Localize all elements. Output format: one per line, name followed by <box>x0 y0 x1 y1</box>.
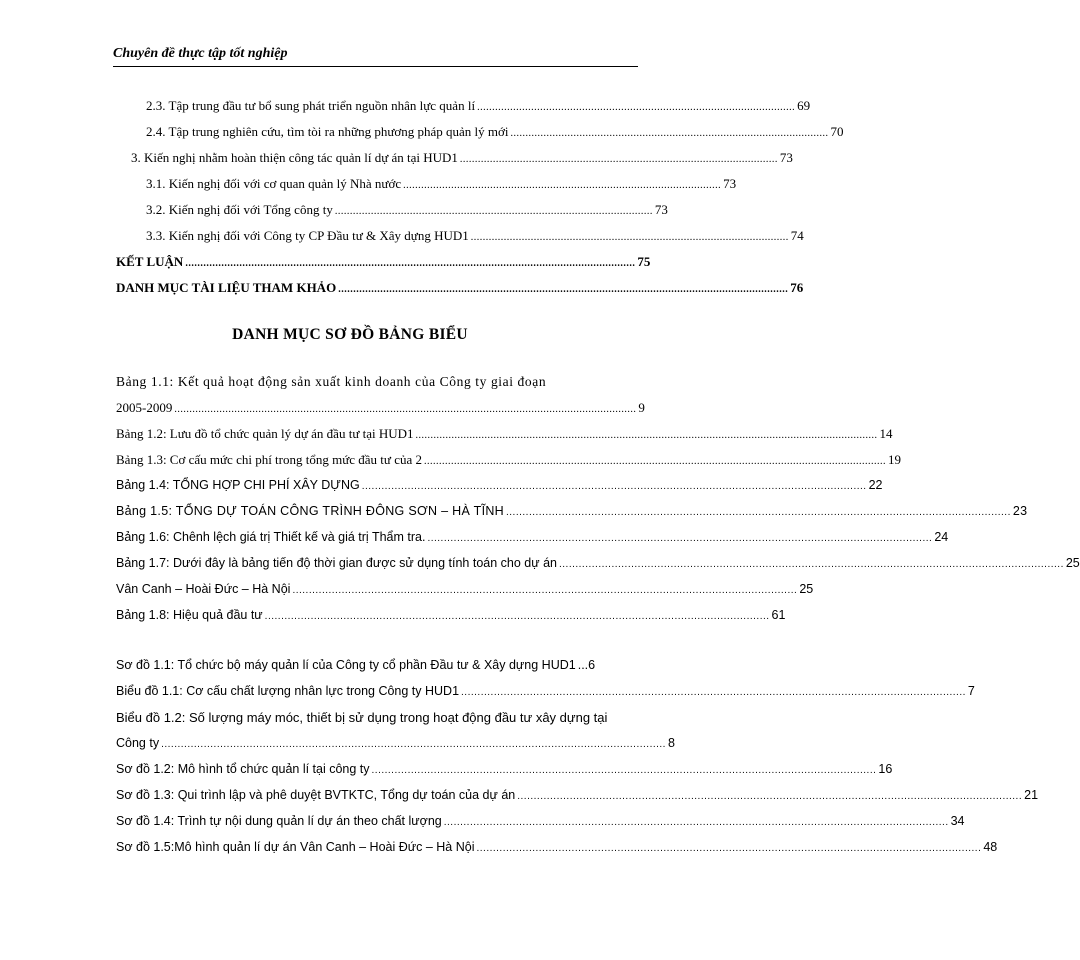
toc-entry-page: 75 <box>637 254 651 269</box>
header-rule <box>113 66 638 67</box>
diagram-entry-text: Sơ đồ 1.4: Trình tự nội dung quản lí dự án theo chất lượng <box>116 814 442 828</box>
diagram-entry-text: Biểu đồ 1.1: Cơ cấu chất lượng nhân lực trong Công ty HUD1 <box>116 684 460 698</box>
dot-leader: .......................................................................................................................................................... <box>371 765 877 776</box>
toc-entry-page: 74 <box>790 228 804 243</box>
diagram-entry-page: 21 <box>1024 788 1039 802</box>
diagram-entry[interactable] <box>116 788 1039 802</box>
toc-entry-text: 3.1. Kiến nghị đối với cơ quan quản lý Nhà nước <box>146 176 402 191</box>
table-entry-text: Bảng 1.3: Cơ cấu mức chi phí trong tổng mức đầu tư của 2 <box>116 452 423 467</box>
table-entry[interactable] <box>116 608 786 622</box>
diagram-entry-text: Sơ đồ 1.1: Tổ chức bộ máy quản lí của Công ty cổ phần Đầu tư & Xây dựng HUD1 <box>116 658 576 672</box>
diagram-entry[interactable] <box>116 684 975 698</box>
dot-leader: .......................................................................................................... <box>510 128 829 139</box>
diagram-entry-text: Sơ đồ 1.2: Mô hình tổ chức quản lí tại công ty <box>116 762 370 776</box>
table-entry-page: 25 <box>799 582 814 596</box>
dot-leader: .......................................................................................................................................................... <box>361 481 867 492</box>
table-entry-text: Bảng 1.7: Dưới đây là bảng tiến độ thời gian được sử dụng tính toán cho dự án <box>116 556 557 570</box>
toc-entry-conclusion[interactable] <box>116 254 651 270</box>
dot-leader: .......................................................................................................................................................... <box>161 739 666 750</box>
table-entry[interactable] <box>116 478 883 492</box>
dot-leader: .......................................................................................................................................................... <box>424 456 887 467</box>
table-entry[interactable] <box>116 556 1080 570</box>
diagram-entry-page: 7 <box>967 684 975 698</box>
dot-leader: .......................................................................................................... <box>334 206 653 217</box>
table-entry[interactable] <box>116 426 893 442</box>
dot-leader: .......................................................................................................................................................... <box>292 585 798 596</box>
dot-leader: .......................................................................................................................................................... <box>558 559 1064 570</box>
table-entry-text: Vân Canh – Hoài Đức – Hà Nội <box>116 582 291 596</box>
table-entry-text: Bảng 1.6: Chênh lệch giá trị Thiết kế và giá trị Thẩm tra. <box>116 530 426 544</box>
toc-entry-text: 2.4. Tập trung nghiên cứu, tìm tòi ra những phương pháp quản lý mới <box>146 124 509 139</box>
dot-leader: .......................................................................................................................................................... <box>443 817 949 828</box>
dot-leader: .......................................................................................................... <box>403 180 722 191</box>
toc-entry-page: 73 <box>779 150 793 165</box>
table-entry-text: Bảng 1.5: TỔNG DỰ TOÁN CÔNG TRÌNH ĐÔNG SƠN – HÀ TĨNH <box>116 504 504 518</box>
diagram-entry[interactable] <box>116 840 998 854</box>
dot-leader: .......................................................................................................................................................... <box>476 843 982 854</box>
dot-leader: ...................................................................................................................................................... <box>185 258 636 269</box>
toc-entry[interactable] <box>146 202 668 218</box>
toc-entry[interactable] <box>146 176 737 192</box>
dot-leader: .......................................................................................................................................................... <box>174 404 637 415</box>
toc-entry-text: KẾT LUẬN <box>116 254 184 269</box>
toc-entry-page: 76 <box>790 280 804 295</box>
table-entry[interactable] <box>116 504 1028 518</box>
diagram-entry-line1[interactable]: Biểu đồ 1.2: Số lượng máy móc, thiết bị sử dụng trong hoạt động đầu tư xây dựng tại <box>116 710 608 725</box>
diagram-entry-page: ...6 <box>577 658 596 672</box>
dot-leader: ...................................................................................................................................................... <box>338 284 789 295</box>
toc-entry[interactable] <box>146 124 844 140</box>
dot-leader: .......................................................................................................................................................... <box>461 687 966 698</box>
table-entry-page: 22 <box>868 478 883 492</box>
diagram-entry-page: 16 <box>878 762 893 776</box>
toc-entry-page: 69 <box>797 98 811 113</box>
toc-entry-text: 2.3. Tập trung đầu tư bổ sung phát triển nguồn nhân lực quản lí <box>146 98 476 113</box>
table-entry[interactable] <box>116 400 645 416</box>
table-entry[interactable] <box>116 452 902 468</box>
toc-entry-references[interactable] <box>116 280 804 296</box>
table-entry-text: 2005-2009 <box>116 400 173 415</box>
diagram-entry[interactable] <box>116 814 965 828</box>
diagram-entry[interactable] <box>116 736 675 750</box>
diagram-entry[interactable] <box>116 762 893 776</box>
dot-leader: .......................................................................................................................................................... <box>427 533 933 544</box>
diagram-entry-page: 34 <box>950 814 965 828</box>
toc-entry-text: 3.2. Kiến nghị đối với Tổng công ty <box>146 202 333 217</box>
table-entry-page: 14 <box>879 426 893 441</box>
table-entry-text: Bảng 1.4: TỔNG HỢP CHI PHÍ XÂY DỰNG <box>116 478 360 492</box>
diagram-entry-page: 8 <box>667 736 675 750</box>
dot-leader: .......................................................................................................................................................... <box>264 611 770 622</box>
diagram-entry[interactable] <box>116 658 632 672</box>
toc-entry-page: 73 <box>723 176 737 191</box>
dot-leader: .......................................................................................................... <box>470 232 789 243</box>
table-entry-line1[interactable]: Bảng 1.1: Kết quả hoạt động sản xuất kinh doanh của Công ty giai đoạn <box>116 374 547 389</box>
table-entry-text: Bảng 1.8: Hiệu quả đầu tư <box>116 608 263 622</box>
diagram-entry-page: 48 <box>983 840 998 854</box>
table-entry-page: 9 <box>638 400 645 415</box>
toc-entry[interactable] <box>131 150 793 166</box>
dot-leader: .......................................................................................................................................................... <box>415 430 878 441</box>
toc-entry-text: DANH MỤC TÀI LIỆU THAM KHẢO <box>116 280 337 295</box>
table-entry-text: Bảng 1.2: Lưu đồ tổ chức quản lý dự án đầu tư tại HUD1 <box>116 426 414 441</box>
toc-entry[interactable] <box>146 228 804 244</box>
running-header: Chuyên đề thực tập tốt nghiệp <box>113 46 288 61</box>
toc-entry-text: 3.3. Kiến nghị đối với Công ty CP Đầu tư & Xây dựng HUD1 <box>146 228 469 243</box>
table-entry[interactable] <box>116 582 814 596</box>
toc-entry-page: 70 <box>830 124 844 139</box>
dot-leader: .......................................................................................................................................................... <box>517 791 1023 802</box>
table-entry-page: 61 <box>771 608 786 622</box>
table-entry-page: 23 <box>1012 504 1028 518</box>
dot-leader: .......................................................................................................... <box>459 154 778 165</box>
toc-entry-text: 3. Kiến nghị nhằm hoàn thiện công tác quản lí dự án tại HUD1 <box>131 150 458 165</box>
table-entry[interactable] <box>116 530 949 544</box>
toc-entry[interactable] <box>146 98 811 114</box>
section-title: DANH MỤC SƠ ĐỒ BẢNG BIỂU <box>232 326 468 343</box>
toc-entry-page: 73 <box>654 202 668 217</box>
diagram-entry-text: Công ty <box>116 736 160 750</box>
diagram-entry-text: Sơ đồ 1.5:Mô hình quản lí dự án Vân Canh – Hoài Đức – Hà Nội <box>116 840 475 854</box>
table-entry-page: 25 <box>1065 556 1080 570</box>
diagram-entry-text: Sơ đồ 1.3: Qui trình lập và phê duyệt BVTKTC, Tổng dự toán của dự án <box>116 788 516 802</box>
table-entry-page: 24 <box>934 530 949 544</box>
dot-leader: .......................................................................................................................................................... <box>506 507 1011 518</box>
dot-leader: .......................................................................................................... <box>477 102 796 113</box>
table-entry-page: 19 <box>888 452 902 467</box>
